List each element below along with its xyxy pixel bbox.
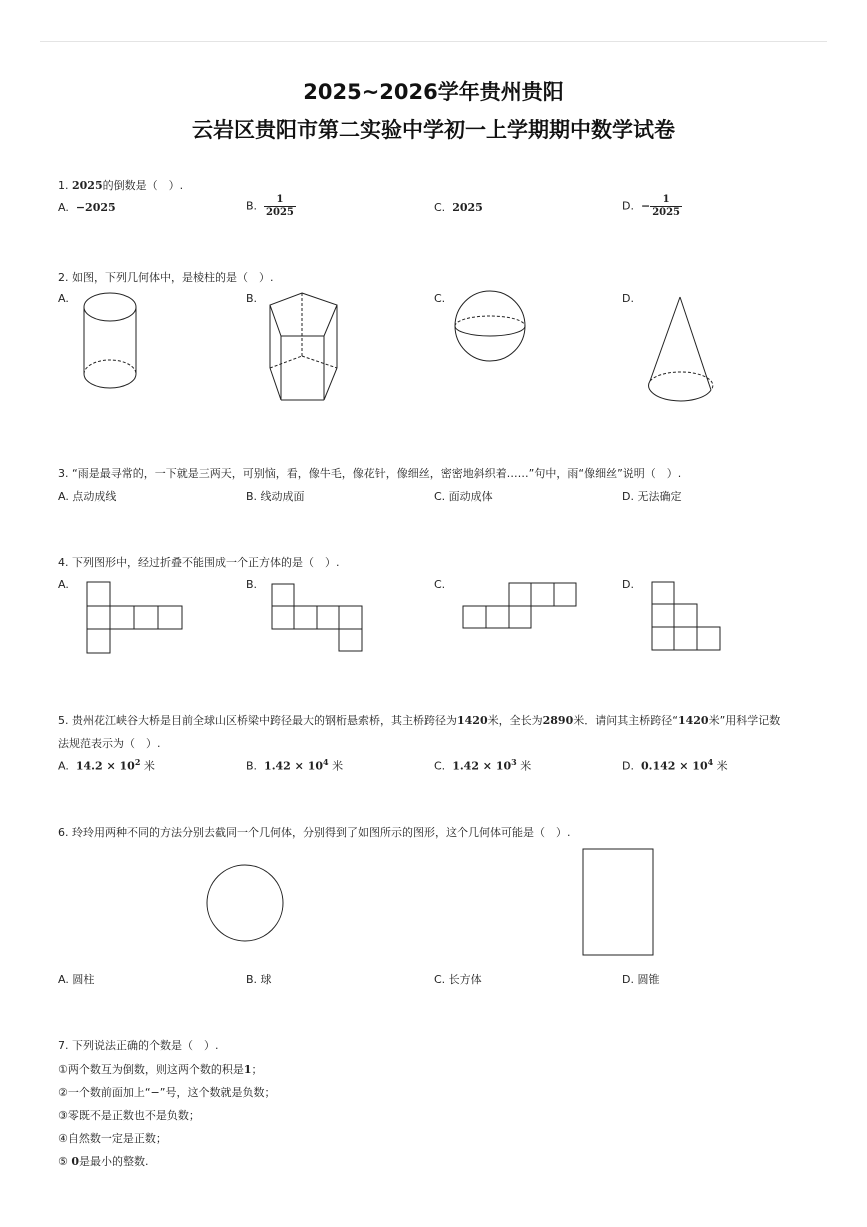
q3-option-b[interactable]: B. 线动成面 [246, 490, 305, 503]
q4-option-b-label[interactable]: B. [246, 578, 258, 591]
q4-option-a-label[interactable]: A. [58, 578, 69, 591]
unit: 米 [516, 759, 532, 773]
statement-number: 0 [71, 1155, 80, 1168]
unit: 米 [713, 759, 728, 773]
option-label: C. [434, 201, 446, 214]
q2-option-a-label[interactable]: A. [58, 292, 69, 305]
unit: 米 [328, 759, 344, 773]
exam-title-line1: 2025~2026学年贵州贵阳 [303, 80, 564, 104]
q5-length-number: 2890 [542, 714, 574, 727]
option-label: B. [246, 759, 258, 773]
option-label: B. [246, 199, 258, 213]
option-value: 2025 [452, 201, 483, 214]
q3-option-a[interactable]: A. 点动成线 [58, 490, 117, 503]
q5-quote-number: 1420 [677, 714, 709, 727]
q7-statement-1 [58, 1061, 263, 1077]
question-2: 2. 如图，下列几何体中，是棱柱的是（ ）. [58, 271, 274, 284]
question-1-prefix: 1. [58, 179, 72, 192]
q6-option-c[interactable]: C. 长方体 [434, 973, 482, 986]
exponent: 4 [707, 757, 714, 767]
q5-text-b: 米，全长为 [487, 714, 543, 727]
exam-title-line2: 云岩区贵阳市第二实验中学初一上学期期中数学试卷 [192, 118, 675, 142]
option-label: A. [58, 759, 69, 773]
option-value: 0.142 × 10 [640, 759, 708, 773]
option-value: 14.2 × 10 [75, 759, 135, 773]
option-value: 1.42 × 10 [452, 759, 512, 773]
statement-end: ； [251, 1063, 263, 1076]
q3-option-d[interactable]: D. 无法确定 [622, 490, 682, 503]
question-5-line2: 法规范表示为（ ）. [58, 737, 161, 750]
question-6: 6. 玲玲用两种不同的方法分别去截同一个几何体，分别得到了如图所示的图形，这个几何体可能是（ ）. [58, 826, 571, 839]
q6-option-d[interactable]: D. 圆锥 [622, 973, 660, 986]
q7-statement-3: ③零既不是正数也不是负数； [58, 1109, 200, 1122]
q5-text-a: 5. 贵州花江峡谷大桥是目前全球山区桥梁中跨径最大的钢桁悬索桥，其主桥跨径为 [58, 714, 457, 727]
q7-statement-4: ④自然数一定是正数； [58, 1132, 167, 1145]
option-label: D. [622, 199, 634, 213]
fraction: $\frac{1}{2025}$ [652, 194, 681, 218]
circle-cross-section [207, 865, 283, 941]
question-1-text: 的倒数是（ ）. [102, 179, 184, 192]
question-4: 4. 下列图形中，经过折叠不能围成一个正方体的是（ ）. [58, 556, 340, 569]
q5-span-number: 1420 [457, 714, 488, 727]
statement-number: 1 [243, 1063, 252, 1076]
q4-option-c-label[interactable]: C. [434, 578, 446, 591]
rectangle-cross-section [583, 849, 653, 955]
q5-text-c: 米．请问其主桥跨径“ [573, 714, 678, 727]
option-value: 1.42 × 10 [264, 759, 324, 773]
q2-option-b-label[interactable]: B. [246, 292, 258, 305]
q7-statement-5 [58, 1153, 149, 1169]
unit: 米 [140, 759, 155, 773]
option-label: D. [622, 759, 634, 773]
q7-statement-2: ②一个数前面加上“−”号，这个数就是负数； [58, 1086, 276, 1099]
question-3: 3. “雨是最寻常的，一下就是三两天，可别恼，看，像牛毛，像花针，像细丝，密密地斜织着……”句中，雨“像细丝”说明（ ）. [58, 467, 682, 480]
question-7: 7. 下列说法正确的个数是（ ）. [58, 1039, 219, 1052]
statement-text: ①两个数互为倒数，则这两个数的积是 [58, 1063, 244, 1076]
q2-option-d-label[interactable]: D. [622, 292, 634, 305]
q3-option-c[interactable]: C. 面动成体 [434, 490, 493, 503]
exponent: 4 [323, 757, 329, 767]
exponent: 2 [134, 757, 141, 767]
exponent: 3 [511, 757, 517, 767]
option-label: C. [434, 759, 446, 773]
option-label: A. [58, 201, 69, 214]
fraction: $\frac{1}{2025}$ [266, 194, 294, 218]
q5-text-d: 米”用科学记数 [708, 714, 781, 727]
option-value: −2025 [75, 201, 116, 214]
q2-option-c-label[interactable]: C. [434, 292, 446, 305]
q6-option-b[interactable]: B. 球 [246, 973, 272, 986]
minus-sign: − [640, 199, 651, 213]
statement-text: ⑤ [58, 1155, 72, 1168]
q4-option-d-label[interactable]: D. [622, 578, 634, 591]
statement-end: 是最小的整数. [79, 1155, 149, 1168]
q6-option-a[interactable]: A. 圆柱 [58, 973, 95, 986]
question-1-number: 2025 [72, 179, 103, 192]
